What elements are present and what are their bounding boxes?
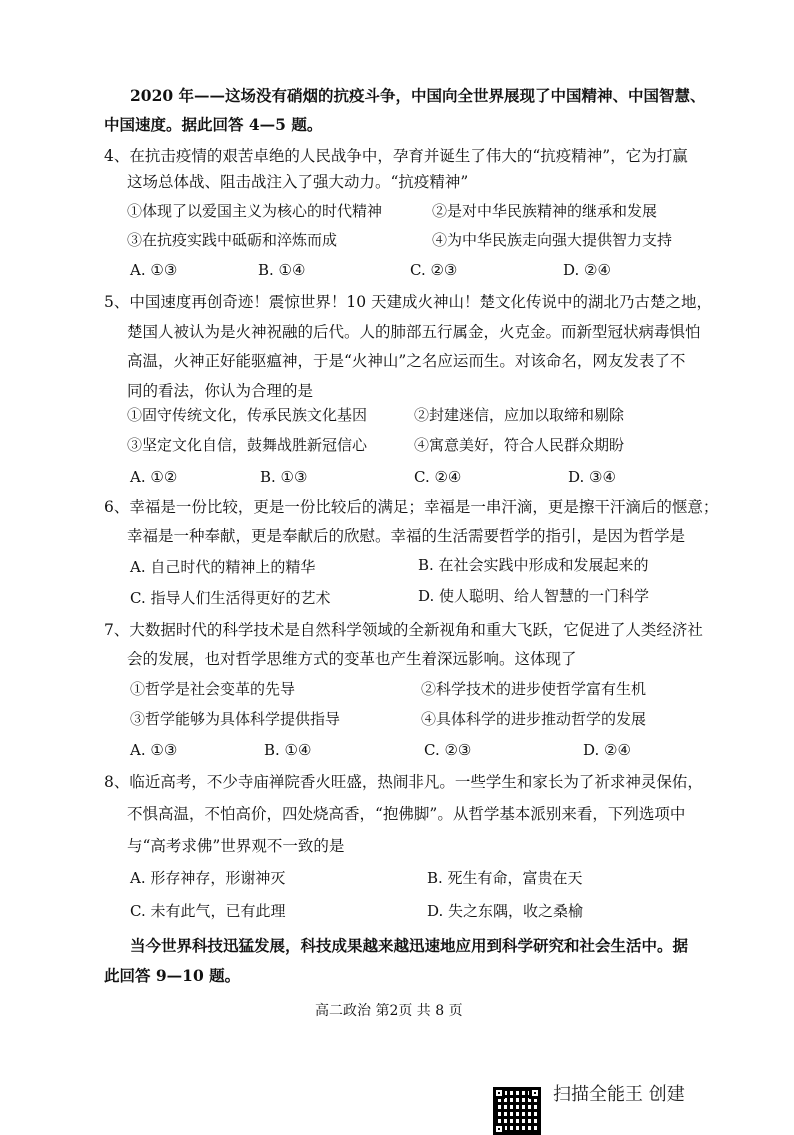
q4-option-d: D. ②④ xyxy=(563,261,611,279)
q5-stem-line2: 楚国人被认为是火神祝融的后代。人的肺部五行属金，火克金。而新型冠状病毒惧怕 xyxy=(127,323,701,341)
q4-statement-1: ①体现了以爱国主义为核心的时代精神 xyxy=(127,202,383,220)
q7-option-b: B. ①④ xyxy=(264,741,312,759)
page-footer: 高二政治 第2页 共 8 页 xyxy=(315,1003,463,1019)
q8-option-b: B. 死生有命，富贵在天 xyxy=(427,869,583,887)
q5-option-a: A. ①② xyxy=(130,468,178,486)
q5-option-d: D. ③④ xyxy=(568,468,616,486)
q7-option-a: A. ①③ xyxy=(130,741,178,759)
q7-option-c: C. ②③ xyxy=(424,741,472,759)
q6-stem-line2: 幸福是一种奉献，更是奉献后的欣慰。幸福的生活需要哲学的指引，是因为哲学是 xyxy=(127,527,686,545)
q7-stem-line1: 7、大数据时代的科学技术是自然科学领域的全新视角和重大飞跃，它促进了人类经济社 xyxy=(104,621,703,639)
q5-stem-line1: 5、中国速度再创奇迹！震惊世界！10 天建成火神山！楚文化传说中的湖北乃古楚之地， xyxy=(104,293,713,311)
q4-statement-4: ④为中华民族走向强大提供智力支持 xyxy=(432,231,673,249)
q5-statement-1: ①固守传统文化，传承民族文化基因 xyxy=(127,406,368,424)
q6-stem-line1: 6、幸福是一份比较，更是一份比较后的满足；幸福是一串汗滴，更是擦干汗滴后的惬意； xyxy=(104,498,719,516)
q6-option-b: B. 在社会实践中形成和发展起来的 xyxy=(418,556,649,574)
q4-stem-line2: 这场总体战、阻击战注入了强大动力。“抗疫精神” xyxy=(127,173,469,191)
q6-option-d: D. 使人聪明、给人智慧的一门科学 xyxy=(418,587,650,605)
q5-statement-2: ②封建迷信，应加以取缔和剔除 xyxy=(414,406,625,424)
q7-stem-line2: 会的发展，也对哲学思维方式的变革也产生着深远影响。这体现了 xyxy=(127,650,577,668)
q8-option-d: D. 失之东隅，收之桑榆 xyxy=(427,902,584,920)
q5-option-b: B. ①③ xyxy=(260,468,308,486)
q7-statement-3: ③哲学能够为具体科学提供指导 xyxy=(130,710,341,728)
q4-option-c: C. ②③ xyxy=(410,261,458,279)
q7-statement-2: ②科学技术的进步使哲学富有生机 xyxy=(421,680,647,698)
q7-option-d: D. ②④ xyxy=(583,741,631,759)
q8-option-a: A. 形存神存，形谢神灭 xyxy=(130,869,286,887)
q7-statement-4: ④具体科学的进步推动哲学的发展 xyxy=(421,710,647,728)
q7-statement-1: ①哲学是社会变革的先导 xyxy=(130,680,296,698)
q5-statement-4: ④寓意美好，符合人民群众期盼 xyxy=(414,436,625,454)
q8-stem-line1: 8、临近高考，不少寺庙禅院香火旺盛，热闹非凡。一些学生和家长为了祈求神灵保佑， xyxy=(104,773,703,791)
q4-option-a: A. ①③ xyxy=(130,261,178,279)
q6-option-a: A. 自己时代的精神上的精华 xyxy=(130,558,316,576)
q6-option-c: C. 指导人们生活得更好的艺术 xyxy=(130,589,331,607)
qr-code-icon xyxy=(493,1087,541,1135)
q8-option-c: C. 未有此气，已有此理 xyxy=(130,902,286,920)
q4-stem-line1: 4、在抗击疫情的艰苦卓绝的人民战争中，孕育并诞生了伟大的“抗疫精神”，它为打赢 xyxy=(104,147,688,165)
q4-statement-3: ③在抗疫实践中砥砺和淬炼而成 xyxy=(127,231,338,249)
q5-statement-3: ③坚定文化自信，鼓舞战胜新冠信心 xyxy=(127,436,368,454)
intro-9-10-line2: 此回答 9—10 题。 xyxy=(104,966,241,985)
scanner-watermark: 扫描全能王 创建 xyxy=(553,1084,685,1105)
intro-4-5-line2: 中国速度。据此回答 4—5 题。 xyxy=(104,115,323,134)
q5-stem-line3: 高温，火神正好能驱瘟神，于是“火神山”之名应运而生。对该命名，网友发表了不 xyxy=(127,352,686,370)
intro-9-10-line1: 当今世界科技迅猛发展，科技成果越来越迅速地应用到科学研究和社会生活中。据 xyxy=(130,936,689,955)
q4-option-b: B. ①④ xyxy=(258,261,306,279)
q8-stem-line3: 与“高考求佛”世界观不一致的是 xyxy=(127,837,345,855)
q4-statement-2: ②是对中华民族精神的继承和发展 xyxy=(432,202,658,220)
q5-stem-line4: 同的看法，你认为合理的是 xyxy=(127,382,314,400)
intro-4-5-line1: 2020 年——这场没有硝烟的抗疫斗争，中国向全世界展现了中国精神、中国智慧、 xyxy=(130,86,706,105)
q8-stem-line2: 不惧高温，不怕高价，四处烧高香，“抱佛脚”。从哲学基本派别来看，下列选项中 xyxy=(127,805,686,823)
q5-option-c: C. ②④ xyxy=(414,468,462,486)
